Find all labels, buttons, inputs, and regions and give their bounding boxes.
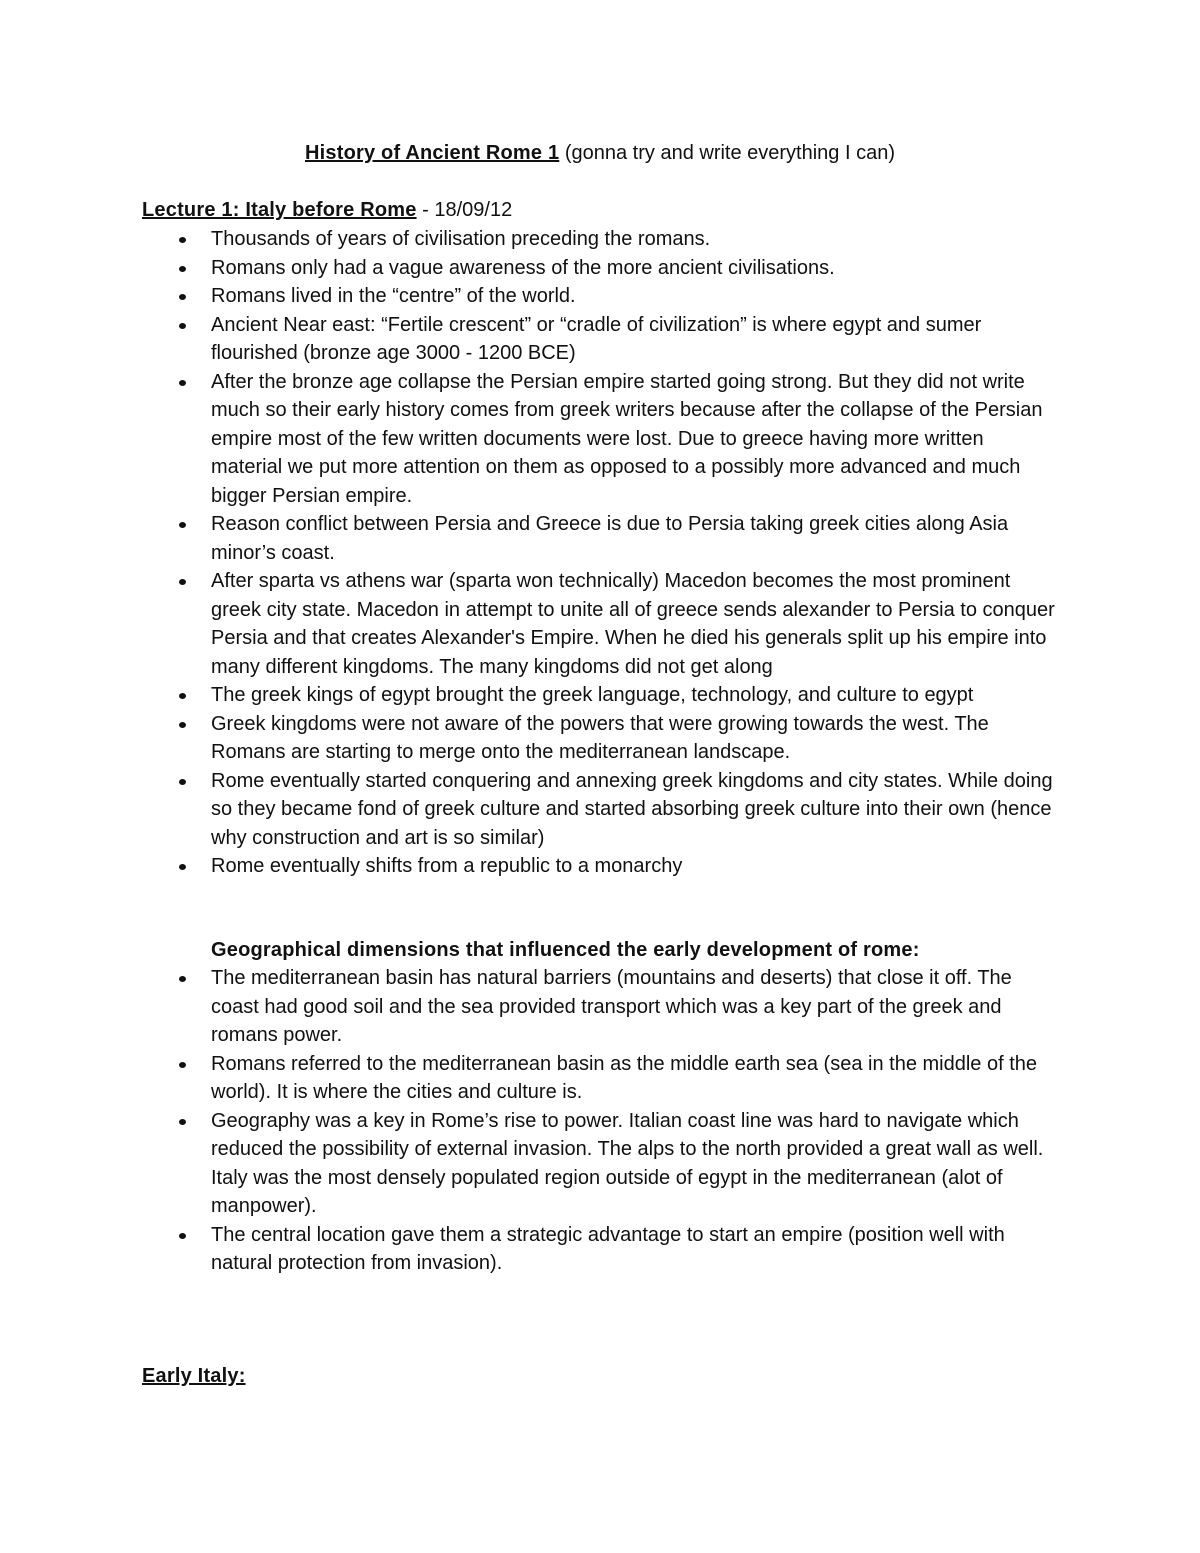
list-item: [0, 681, 1200, 710]
list-item: [0, 510, 1200, 567]
bullet-icon: [179, 1119, 186, 1125]
list-item: [0, 1050, 1200, 1107]
list-item: [0, 710, 1200, 767]
lecture-title: Lecture 1: Italy before Rome: [142, 199, 417, 221]
list-item-text: Rome eventually shifts from a republic to a monarchy: [211, 855, 683, 877]
bullet-icon: [179, 722, 186, 728]
lecture-heading: [142, 196, 512, 225]
bullet-icon: [179, 237, 186, 243]
bullet-icon: [179, 693, 186, 699]
title-main: History of Ancient Rome 1: [304, 142, 560, 164]
title-note: (gonna try and write everything I can): [559, 142, 896, 164]
bullet-icon: [179, 1062, 186, 1068]
early-italy-heading: [142, 1362, 246, 1391]
bullet-icon: [179, 579, 186, 585]
list-item: [0, 567, 1200, 681]
lecture-bullet-list: [0, 225, 1200, 881]
list-item: [0, 852, 1200, 881]
early-italy-title: Early Italy:: [142, 1365, 246, 1387]
bullet-icon: [179, 294, 186, 300]
list-item: [0, 767, 1200, 853]
list-item-text: Rome eventually started conquering and annexing greek kingdoms and city states. While doing so they became fond of greek culture and started absorbing greek culture into their own (hence why construction and art is so similar): [211, 769, 1053, 849]
list-item: [0, 225, 1200, 254]
bullet-icon: [179, 380, 186, 386]
list-item: [0, 964, 1200, 1050]
list-item-text: The mediterranean basin has natural barriers (mountains and deserts) that close it off. The coast had good soil and the sea provided transport which was a key part of the greek and romans power.: [211, 967, 1012, 1046]
list-item: [0, 311, 1200, 368]
list-item: [0, 368, 1200, 511]
list-item-text: The greek kings of egypt brought the greek language, technology, and culture to egypt: [211, 684, 974, 706]
list-item-text: Reason conflict between Persia and Greece is due to Persia taking greek cities along Asia minor’s coast.: [211, 513, 1009, 564]
bullet-icon: [179, 864, 186, 870]
list-item-text: Romans referred to the mediterranean basin as the middle earth sea (sea in the middle of the world). It is where the cities and culture is.: [211, 1052, 1038, 1103]
geography-subheading: Geographical dimensions that influenced the early development of rome:: [211, 939, 920, 961]
list-item: [0, 1107, 1200, 1221]
list-item-text: Thousands of years of civilisation preceding the romans.: [211, 228, 711, 250]
bullet-icon: [179, 522, 186, 528]
list-item: [0, 254, 1200, 283]
bullet-icon: [179, 976, 186, 982]
list-item-text: Geography was a key in Rome’s rise to power. Italian coast line was hard to navigate which reduced the possibility of external invasion. The alps to the north provided a great wall as well. Italy was the most densely populated region outside of egypt in the mediterranean (alot of manpower).: [211, 1109, 1044, 1217]
list-item-text: The central location gave them a strategic advantage to start an empire (position well with natural protection from invasion).: [211, 1223, 1005, 1274]
list-item: [0, 1221, 1200, 1278]
bullet-icon: [179, 1233, 186, 1239]
list-item: [0, 282, 1200, 311]
list-item-text: Romans lived in the “centre” of the world.: [211, 285, 576, 307]
list-item-text: Romans only had a vague awareness of the more ancient civilisations.: [211, 256, 835, 279]
lecture-date: - 18/09/12: [416, 199, 513, 221]
geography-bullet-list: [0, 964, 1200, 1278]
bullet-icon: [179, 266, 186, 272]
document-title: [0, 139, 1200, 168]
list-item-text: Ancient Near east: “Fertile crescent” or “cradle of civilization” is where egypt and sumer flourished (bronze age 3000 - 1200 BCE): [211, 313, 982, 364]
list-item-text: After the bronze age collapse the Persian empire started going strong. But they did not write much so their early history comes from greek writers because after the collapse of the Persian empire most of the few written documents were lost. Due to greece having more written material we put more attention on them as opposed to a possibly more advanced and much bigger Persian empire.: [211, 370, 1043, 507]
bullet-icon: [179, 779, 186, 785]
list-item-text: After sparta vs athens war (sparta won technically) Macedon becomes the most prominent greek city state. Macedon in attempt to unite all of greece sends alexander to Persia to conquer Persia and that creates Alexander's Empire. When he died his generals split up his empire into many different kingdoms. The many kingdoms did not get along: [211, 570, 1055, 678]
list-item-text: Greek kingdoms were not aware of the powers that were growing towards the west. The Romans are starting to merge onto the mediterranean landscape.: [211, 712, 989, 763]
bullet-icon: [179, 323, 186, 329]
